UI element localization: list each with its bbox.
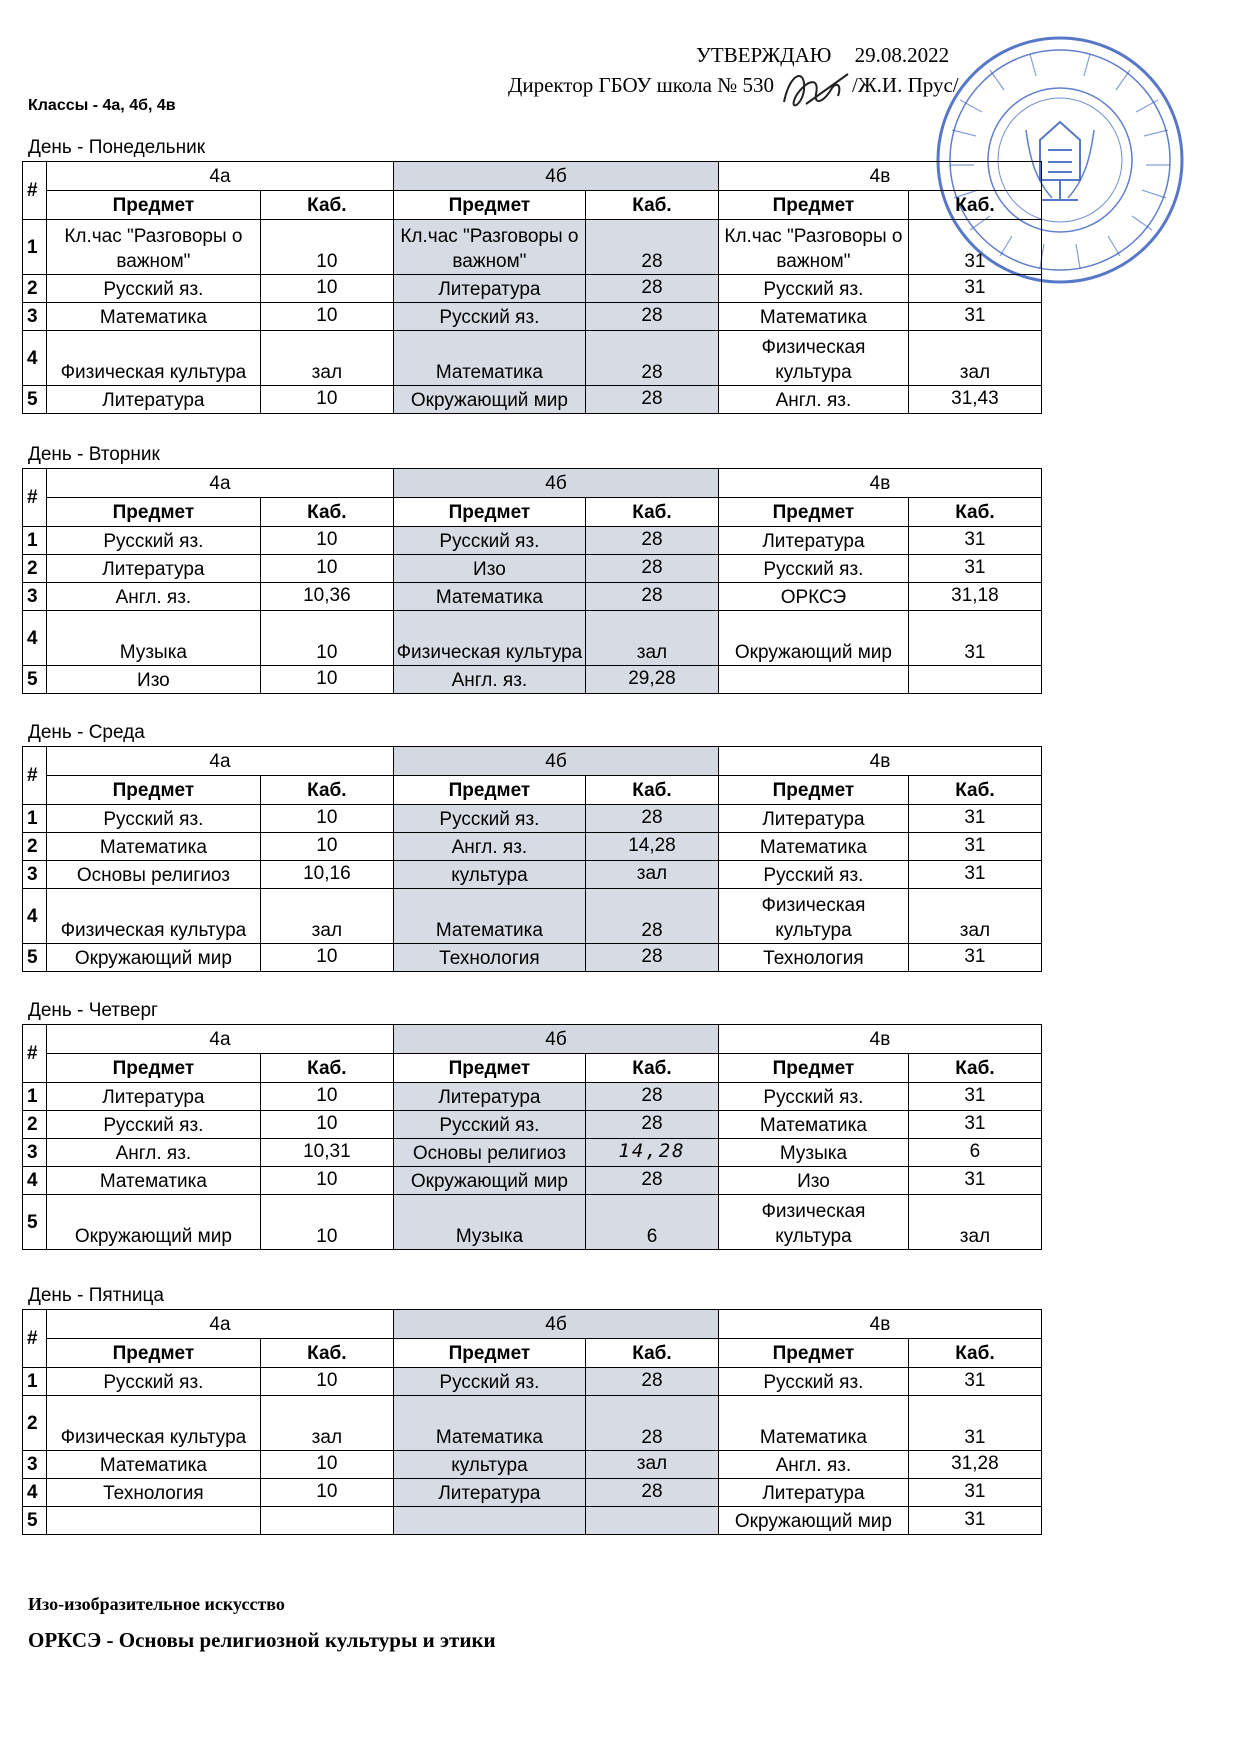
room-cell: 10 — [260, 220, 393, 275]
room-cell: 10,16 — [260, 861, 393, 889]
subject-cell: Окружающий мир — [47, 1195, 261, 1250]
subject-column-header: Предмет — [393, 1054, 585, 1083]
room-cell: 10 — [260, 555, 393, 583]
room-cell: 31 — [908, 1507, 1041, 1535]
room-cell: 29,28 — [585, 666, 718, 694]
subject-cell: Русский яз. — [393, 805, 585, 833]
footer-note-izo: Изо-изобразительное искусство — [28, 1594, 285, 1614]
class-header: 4а — [47, 1025, 394, 1054]
day-block — [22, 998, 1042, 1250]
subject-cell: Физическая культура — [47, 889, 261, 944]
schedule-table — [22, 468, 1042, 694]
room-cell: 14,28 — [585, 1139, 718, 1167]
day-title: День - Среда — [28, 722, 145, 743]
room-cell: 31 — [908, 1368, 1041, 1396]
subject-column-header: Предмет — [393, 191, 585, 220]
subject-column-header: Предмет — [719, 1339, 909, 1368]
room-column-header: Каб. — [585, 498, 718, 527]
subject-column-header: Предмет — [47, 1339, 261, 1368]
subject-cell: культура — [393, 1451, 585, 1479]
subject-cell: Литература — [719, 1479, 909, 1507]
subject-cell: Математика — [719, 1396, 909, 1451]
schedule-table — [22, 161, 1042, 414]
subject-cell: Литература — [719, 805, 909, 833]
subject-cell: культура — [393, 861, 585, 889]
room-cell: 28 — [585, 331, 718, 386]
table-row — [23, 527, 1042, 555]
table-row — [23, 833, 1042, 861]
room-cell — [260, 1507, 393, 1535]
table-row — [23, 386, 1042, 414]
table-row — [23, 331, 1042, 386]
classes-label: Классы - 4а, 4б, 4в — [28, 97, 176, 114]
room-cell: 10,36 — [260, 583, 393, 611]
lesson-number: 3 — [23, 303, 47, 331]
table-row — [23, 861, 1042, 889]
table-row — [23, 805, 1042, 833]
room-cell: 31,43 — [908, 386, 1041, 414]
table-row — [23, 1083, 1042, 1111]
subject-cell: Русский яз. — [719, 1368, 909, 1396]
room-cell: 31 — [908, 1167, 1041, 1195]
subject-cell: Математика — [719, 833, 909, 861]
room-cell: 31 — [908, 1083, 1041, 1111]
room-cell: 28 — [585, 386, 718, 414]
table-row — [23, 1479, 1042, 1507]
lesson-number: 2 — [23, 1396, 47, 1451]
lesson-number: 1 — [23, 1368, 47, 1396]
subject-cell: Литература — [47, 555, 261, 583]
lesson-number: 3 — [23, 583, 47, 611]
subject-cell — [393, 1507, 585, 1535]
room-cell: 28 — [585, 555, 718, 583]
room-cell: 31 — [908, 861, 1041, 889]
room-cell: 10 — [260, 303, 393, 331]
room-column-header: Каб. — [908, 1339, 1041, 1368]
room-cell: 10 — [260, 1451, 393, 1479]
room-cell: 28 — [585, 1083, 718, 1111]
subject-cell: Математика — [393, 889, 585, 944]
class-header: 4б — [393, 162, 718, 191]
room-column-header: Каб. — [260, 498, 393, 527]
subject-cell: Русский яз. — [47, 805, 261, 833]
subject-cell: Русский яз. — [47, 275, 261, 303]
room-cell: 10 — [260, 611, 393, 666]
room-cell: 31 — [908, 611, 1041, 666]
subject-cell: Музыка — [719, 1139, 909, 1167]
subject-cell: Кл.час "Разговоры о важном" — [47, 220, 261, 275]
lesson-number: 4 — [23, 1167, 47, 1195]
subject-column-header: Предмет — [719, 498, 909, 527]
room-cell: 28 — [585, 944, 718, 972]
room-cell: 28 — [585, 275, 718, 303]
room-cell: 14,28 — [585, 833, 718, 861]
room-column-header: Каб. — [908, 498, 1041, 527]
room-cell: 10 — [260, 805, 393, 833]
room-cell: 31 — [908, 1396, 1041, 1451]
table-row — [23, 1167, 1042, 1195]
subject-cell: Физическая культура — [47, 331, 261, 386]
subject-cell: Математика — [393, 331, 585, 386]
subject-cell: ОРКСЭ — [719, 583, 909, 611]
room-cell: 31,28 — [908, 1451, 1041, 1479]
subject-cell: Окружающий мир — [719, 611, 909, 666]
subject-cell: Окружающий мир — [393, 386, 585, 414]
lesson-number: 1 — [23, 527, 47, 555]
subject-cell: Изо — [393, 555, 585, 583]
room-cell: 28 — [585, 1368, 718, 1396]
subject-cell: Математика — [719, 1111, 909, 1139]
day-title: День - Понедельник — [28, 137, 206, 158]
row-number-header: # — [23, 747, 47, 805]
subject-cell: Технология — [393, 944, 585, 972]
room-cell — [908, 666, 1041, 694]
subject-cell: Математика — [719, 303, 909, 331]
room-cell: 6 — [585, 1195, 718, 1250]
subject-cell: Литература — [393, 1083, 585, 1111]
subject-cell: Русский яз. — [719, 555, 909, 583]
day-title: День - Четверг — [28, 1000, 158, 1021]
room-cell: зал — [908, 1195, 1041, 1250]
subject-column-header: Предмет — [719, 1054, 909, 1083]
subject-column-header: Предмет — [393, 776, 585, 805]
subject-cell: Англ. яз. — [47, 1139, 261, 1167]
subject-cell: Основы религиоз — [47, 861, 261, 889]
subject-cell: Русский яз. — [393, 303, 585, 331]
row-number-header: # — [23, 1310, 47, 1368]
table-row — [23, 611, 1042, 666]
room-cell: 10 — [260, 833, 393, 861]
subject-column-header: Предмет — [393, 498, 585, 527]
lesson-number: 4 — [23, 1479, 47, 1507]
subject-column-header: Предмет — [47, 776, 261, 805]
subject-cell: Русский яз. — [719, 275, 909, 303]
subject-cell: Математика — [47, 1167, 261, 1195]
subject-column-header: Предмет — [47, 191, 261, 220]
room-cell: 31 — [908, 833, 1041, 861]
subject-cell: Англ. яз. — [393, 666, 585, 694]
table-row — [23, 1507, 1042, 1535]
schedule-table — [22, 1309, 1042, 1535]
subject-cell: Русский яз. — [47, 1368, 261, 1396]
room-cell: 31 — [908, 1111, 1041, 1139]
lesson-number: 2 — [23, 1111, 47, 1139]
row-number-header: # — [23, 1025, 47, 1083]
day-title: День - Пятница — [28, 1285, 164, 1306]
subject-cell: Математика — [47, 303, 261, 331]
schedule-table — [22, 1024, 1042, 1250]
director-line: Директор ГБОУ школа № 530 — [508, 73, 774, 97]
room-column-header: Каб. — [908, 776, 1041, 805]
room-cell: зал — [585, 611, 718, 666]
room-cell: 31 — [908, 805, 1041, 833]
room-cell: зал — [260, 1396, 393, 1451]
row-number-header: # — [23, 162, 47, 220]
subject-cell: Окружающий мир — [393, 1167, 585, 1195]
class-header: 4в — [719, 747, 1042, 776]
room-column-header: Каб. — [585, 191, 718, 220]
table-row — [23, 1111, 1042, 1139]
day-block — [22, 720, 1042, 972]
room-cell: 10 — [260, 1111, 393, 1139]
room-cell: 28 — [585, 527, 718, 555]
room-cell: 28 — [585, 1167, 718, 1195]
lesson-number: 4 — [23, 889, 47, 944]
room-cell: 31 — [908, 1479, 1041, 1507]
room-column-header: Каб. — [260, 191, 393, 220]
table-row — [23, 889, 1042, 944]
table-row — [23, 275, 1042, 303]
class-header: 4б — [393, 1310, 718, 1339]
subject-cell: Математика — [393, 1396, 585, 1451]
room-cell: зал — [908, 889, 1041, 944]
subject-cell: Математика — [47, 833, 261, 861]
subject-cell: Англ. яз. — [393, 833, 585, 861]
table-row — [23, 555, 1042, 583]
class-header: 4б — [393, 747, 718, 776]
room-cell: 10 — [260, 527, 393, 555]
subject-cell: Изо — [719, 1167, 909, 1195]
subject-cell — [719, 666, 909, 694]
table-row — [23, 944, 1042, 972]
subject-column-header: Предмет — [393, 1339, 585, 1368]
subject-cell: Русский яз. — [719, 1083, 909, 1111]
lesson-number: 3 — [23, 861, 47, 889]
room-cell: 31,18 — [908, 583, 1041, 611]
subject-cell: Музыка — [393, 1195, 585, 1250]
signature-icon — [776, 62, 856, 122]
subject-cell: Математика — [393, 583, 585, 611]
subject-cell: Русский яз. — [393, 1368, 585, 1396]
subject-cell: Физическая культура — [719, 889, 909, 944]
table-row — [23, 1451, 1042, 1479]
lesson-number: 3 — [23, 1451, 47, 1479]
room-cell: 10,31 — [260, 1139, 393, 1167]
room-cell: зал — [585, 861, 718, 889]
class-header: 4а — [47, 469, 394, 498]
room-cell: 31 — [908, 944, 1041, 972]
day-title: День - Вторник — [28, 444, 160, 465]
room-cell: 31 — [908, 527, 1041, 555]
subject-column-header: Предмет — [47, 1054, 261, 1083]
room-cell: зал — [260, 331, 393, 386]
day-block — [22, 1283, 1042, 1535]
subject-cell: Кл.час "Разговоры о важном" — [393, 220, 585, 275]
room-cell: 28 — [585, 1479, 718, 1507]
subject-cell — [47, 1507, 261, 1535]
subject-cell: Музыка — [47, 611, 261, 666]
schedule-table — [22, 746, 1042, 972]
class-header: 4а — [47, 747, 394, 776]
approve-label: УТВЕРЖДАЮ — [696, 43, 832, 67]
room-cell: 28 — [585, 583, 718, 611]
room-cell: 31 — [908, 220, 1041, 275]
lesson-number: 5 — [23, 386, 47, 414]
room-cell — [585, 1507, 718, 1535]
subject-cell: Литература — [47, 386, 261, 414]
subject-cell: Окружающий мир — [719, 1507, 909, 1535]
lesson-number: 1 — [23, 220, 47, 275]
subject-cell: Литература — [719, 527, 909, 555]
room-cell: 6 — [908, 1139, 1041, 1167]
subject-cell: Русский яз. — [719, 861, 909, 889]
subject-cell: Технология — [719, 944, 909, 972]
subject-cell: Окружающий мир — [47, 944, 261, 972]
lesson-number: 2 — [23, 833, 47, 861]
subject-cell: Физическая культура — [47, 1396, 261, 1451]
class-header: 4в — [719, 469, 1042, 498]
room-cell: 31 — [908, 303, 1041, 331]
subject-column-header: Предмет — [719, 776, 909, 805]
room-column-header: Каб. — [585, 1339, 718, 1368]
room-cell: 28 — [585, 1396, 718, 1451]
lesson-number: 3 — [23, 1139, 47, 1167]
row-number-header: # — [23, 469, 47, 527]
room-cell: 10 — [260, 666, 393, 694]
table-row — [23, 1195, 1042, 1250]
approve-date: 29.08.2022 — [854, 43, 950, 67]
room-cell: 28 — [585, 1111, 718, 1139]
subject-cell: Литература — [393, 1479, 585, 1507]
room-cell: 28 — [585, 889, 718, 944]
signature-name: /Ж.И. Прус/ — [852, 73, 959, 97]
room-cell: 31 — [908, 275, 1041, 303]
room-column-header: Каб. — [585, 1054, 718, 1083]
room-cell: 10 — [260, 1479, 393, 1507]
day-block — [22, 442, 1042, 694]
room-cell: 10 — [260, 1195, 393, 1250]
room-cell: зал — [585, 1451, 718, 1479]
lesson-number: 5 — [23, 1195, 47, 1250]
subject-cell: Русский яз. — [47, 1111, 261, 1139]
subject-cell: Технология — [47, 1479, 261, 1507]
subject-cell: Основы религиоз — [393, 1139, 585, 1167]
lesson-number: 5 — [23, 1507, 47, 1535]
subject-column-header: Предмет — [47, 498, 261, 527]
lesson-number: 4 — [23, 611, 47, 666]
lesson-number: 5 — [23, 944, 47, 972]
lesson-number: 5 — [23, 666, 47, 694]
class-header: 4в — [719, 1025, 1042, 1054]
room-cell: 31 — [908, 555, 1041, 583]
subject-cell: Англ. яз. — [719, 1451, 909, 1479]
day-block — [22, 135, 1042, 414]
subject-cell: Англ. яз. — [47, 583, 261, 611]
class-header: 4б — [393, 469, 718, 498]
room-column-header: Каб. — [585, 776, 718, 805]
room-cell: 10 — [260, 275, 393, 303]
subject-cell: Физическая культура — [393, 611, 585, 666]
class-header: 4в — [719, 162, 1042, 191]
lesson-number: 2 — [23, 555, 47, 583]
room-cell: 28 — [585, 303, 718, 331]
subject-cell: Кл.час "Разговоры о важном" — [719, 220, 909, 275]
lesson-number: 1 — [23, 805, 47, 833]
subject-cell: Физическая культура — [719, 331, 909, 386]
room-column-header: Каб. — [908, 191, 1041, 220]
room-column-header: Каб. — [260, 1339, 393, 1368]
table-row — [23, 1139, 1042, 1167]
room-column-header: Каб. — [260, 1054, 393, 1083]
lesson-number: 1 — [23, 1083, 47, 1111]
table-row — [23, 1368, 1042, 1396]
lesson-number: 2 — [23, 275, 47, 303]
room-cell: 10 — [260, 1368, 393, 1396]
class-header: 4а — [47, 162, 394, 191]
class-header: 4б — [393, 1025, 718, 1054]
room-cell: 10 — [260, 1083, 393, 1111]
footer-note-orkse: ОРКСЭ - Основы религиозной культуры и этики — [28, 1628, 496, 1652]
subject-cell: Русский яз. — [393, 527, 585, 555]
table-row — [23, 666, 1042, 694]
subject-cell: Физическая культура — [719, 1195, 909, 1250]
table-row — [23, 303, 1042, 331]
table-row — [23, 1396, 1042, 1451]
room-cell: 10 — [260, 386, 393, 414]
class-header: 4в — [719, 1310, 1042, 1339]
subject-cell: Русский яз. — [47, 527, 261, 555]
subject-cell: Русский яз. — [393, 1111, 585, 1139]
table-row — [23, 220, 1042, 275]
subject-cell: Изо — [47, 666, 261, 694]
room-cell: 28 — [585, 220, 718, 275]
lesson-number: 4 — [23, 331, 47, 386]
room-cell: 10 — [260, 1167, 393, 1195]
subject-column-header: Предмет — [719, 191, 909, 220]
room-cell: зал — [908, 331, 1041, 386]
room-column-header: Каб. — [260, 776, 393, 805]
room-cell: 28 — [585, 805, 718, 833]
class-header: 4а — [47, 1310, 394, 1339]
table-row — [23, 583, 1042, 611]
subject-cell: Англ. яз. — [719, 386, 909, 414]
room-cell: зал — [260, 889, 393, 944]
subject-cell: Литература — [393, 275, 585, 303]
subject-cell: Математика — [47, 1451, 261, 1479]
room-cell: 10 — [260, 944, 393, 972]
subject-cell: Литература — [47, 1083, 261, 1111]
room-column-header: Каб. — [908, 1054, 1041, 1083]
